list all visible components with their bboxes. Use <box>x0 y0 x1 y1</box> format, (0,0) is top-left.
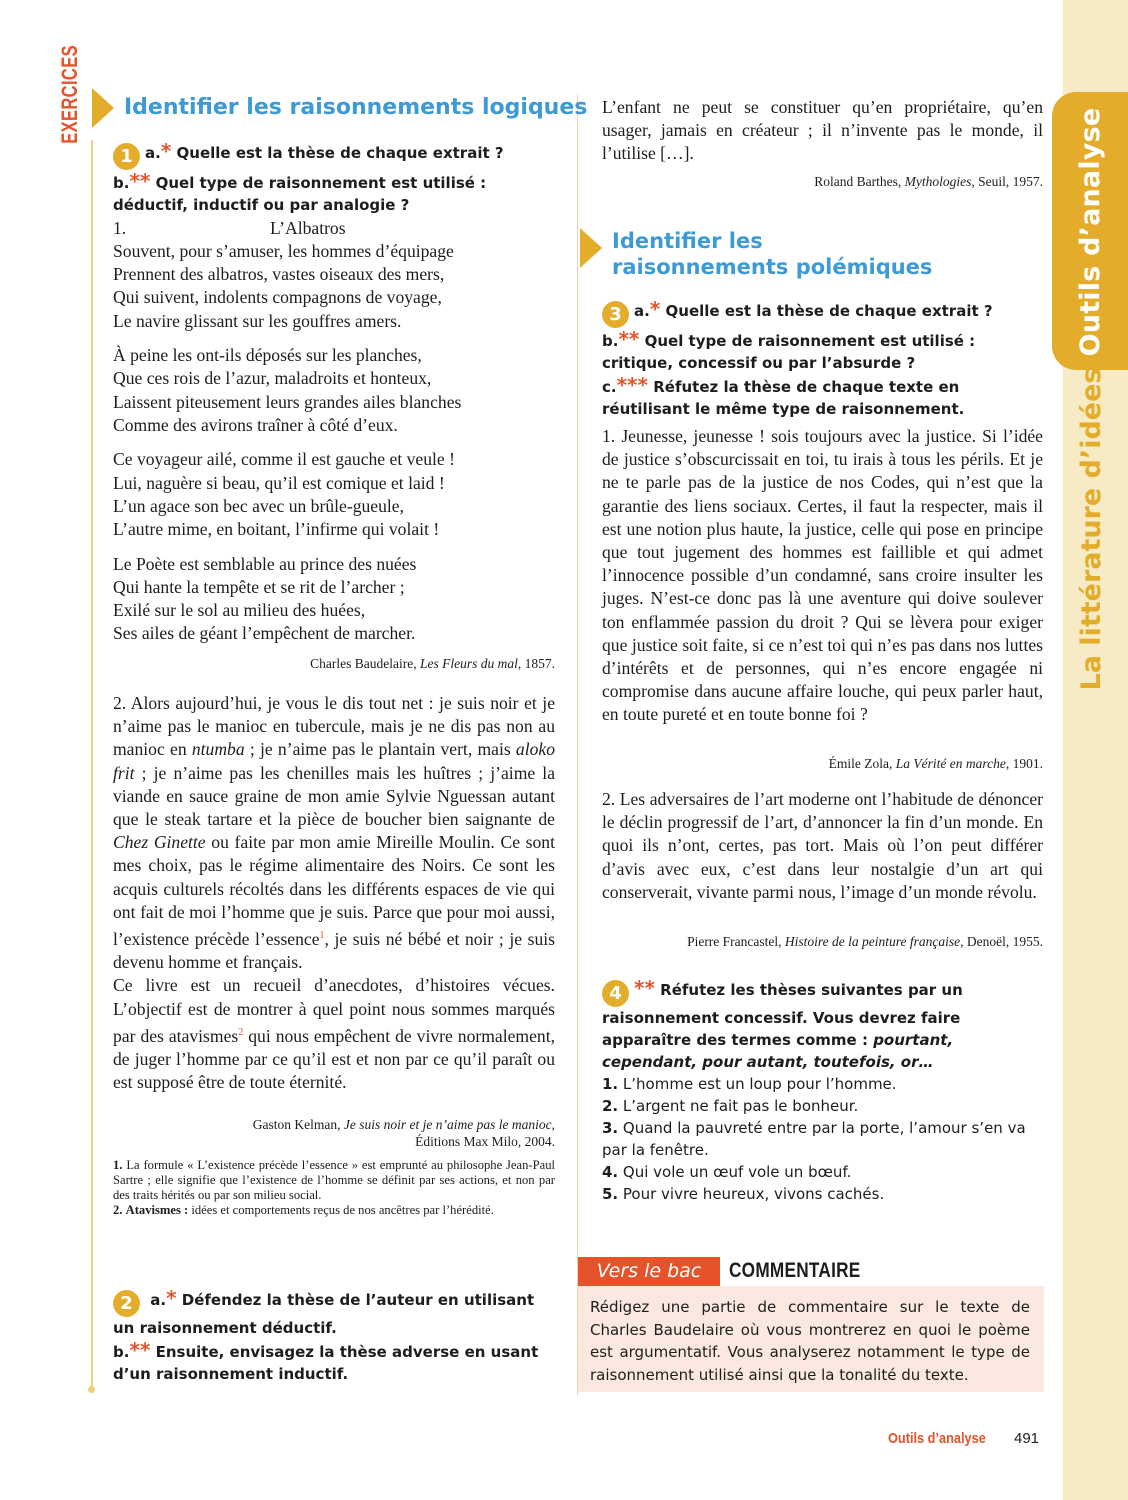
exercise-number-badge: 3 <box>602 301 629 328</box>
source-year: , Seuil, 1957. <box>971 174 1043 189</box>
text-run: , je suis né bébé et noir ; je suis devenu homme et français. <box>113 928 555 973</box>
theses-list <box>602 1073 1043 1205</box>
text-run: Ce livre est un recueil d’anecdotes, d’histoires vécues. L’objectif est de montrer à quel point nous sommes marqués par des atavismes <box>113 975 555 1046</box>
instruction-text: Quel type de raisonnement est utilisé : déductif, inductif ou par analogie ? <box>113 174 487 214</box>
text-italic: Chez Ginette <box>113 832 206 853</box>
source-title: La Vérité en marche <box>895 756 1006 771</box>
exercise-1-instructions <box>113 140 555 216</box>
list-item-text: Qui vole un œuf vole un bœuf. <box>622 1163 852 1181</box>
source-author: Pierre Francastel, <box>687 934 782 949</box>
text-run: ; je n’aime pas le plantain vert, mais <box>249 739 511 760</box>
list-item <box>602 1095 1043 1117</box>
item-prefix: a. <box>145 144 161 162</box>
list-item-text: L’argent ne fait pas le bonheur. <box>622 1097 859 1115</box>
poem-stanza <box>113 240 555 333</box>
list-item <box>602 1183 1043 1205</box>
source-author: Émile Zola, <box>828 756 893 771</box>
footnote-text: idées et comportements reçus de nos ancêtres par l’hérédité. <box>191 1203 494 1217</box>
list-item-number: 2. <box>602 1097 619 1115</box>
poem-line: Ses ailes de géant l’empêchent de marcher. <box>113 623 416 644</box>
text-run: qui nous empêchent de vivre normalement, de juger l’homme par ce qu’il est et non par ce qu’il paraît ou est supposé être de toute éternité. <box>113 1025 556 1092</box>
item-prefix: b. <box>113 1343 130 1361</box>
poem-line: Souvent, pour s’amuser, les hommes d’équipage <box>113 241 454 261</box>
item-prefix: b. <box>602 332 619 350</box>
list-item <box>602 1073 1043 1095</box>
source-year: , 1857. <box>517 656 555 671</box>
side-tab-inactive-label[interactable]: La littérature d’idées <box>1076 367 1107 691</box>
source-title: Mythologies <box>904 174 972 189</box>
source-author: Gaston Kelman, <box>252 1117 341 1132</box>
source-baudelaire <box>113 655 555 672</box>
list-item-text: Quand la pauvreté entre par la porte, l’amour s’en va par la fenêtre. <box>602 1119 1026 1159</box>
poem-line: Prennent des albatros, vastes oiseaux des mers, <box>113 264 445 285</box>
source-title: Je suis noir et je n’aime pas le manioc <box>343 1117 552 1132</box>
text-kelman <box>113 692 555 1094</box>
footer-section-name: Outils d’analyse <box>888 1430 986 1447</box>
poem-stanza <box>113 553 555 646</box>
source-year: , Denoël, 1955. <box>960 934 1043 949</box>
text-run: ; je n’aime pas les chenilles mais les huîtres ; j’aime la viande en sauce graine de mon amie Sylvie Nguessan autant que le steak tartare et la pièce de boucher bien saignante de <box>113 762 555 830</box>
poem-line: Ce voyageur ailé, comme il est gauche et veule ! <box>113 449 455 470</box>
list-item-number: 4. <box>602 1163 619 1181</box>
poem-stanzas <box>113 240 555 645</box>
exercise-number-badge: 2 <box>113 1290 140 1317</box>
section-title: Identifier les raisonnements logiques <box>124 95 588 120</box>
source-title: Les Fleurs du mal <box>420 656 518 671</box>
instruction-text: Défendez la thèse de l’auteur en utilisant un raisonnement déductif. <box>113 1291 535 1337</box>
poem-line: L’autre mime, en boitant, l’infirme qui volait ! <box>113 519 440 540</box>
poem-line: Laissent piteusement leurs grandes ailes blanches <box>113 391 462 412</box>
list-item-number: 5. <box>602 1185 619 1203</box>
footnote-number: 2. <box>113 1203 123 1217</box>
text-italic: aloko frit <box>113 739 556 783</box>
source-kelman <box>113 1116 555 1150</box>
source-francastel <box>602 933 1043 950</box>
poem-line: Qui hante la tempête et se rit de l’archer ; <box>113 576 405 597</box>
source-year: , 1901. <box>1005 756 1043 771</box>
list-item-text: L’homme est un loup pour l’homme. <box>622 1075 897 1093</box>
text-barthes: L’enfant ne peut se constituer qu’en propriétaire, qu’en usager, jamais en créateur ; il n’invente pas le monde, il l’utilise […]. <box>602 97 1043 164</box>
poem-albatros <box>113 217 555 645</box>
instruction-text: Réfutez la thèse de chaque texte en réutilisant le même type de raisonnement. <box>602 378 965 418</box>
text-zola: 1. Jeunesse, jeunesse ! sois toujours avec la justice. Si l’idée de justice s’obscurcissait en toi, tu irais à tous les périls. Et je ne te parle pas de la justice de nos Codes, qui n’est que la garantie des liens sociaux. Certes, il faut la respecter, mais il est une notion plus haute, la justice, celle qui pose en principe que tout jugement des hommes est faillible et qui admet l’innocence possible d’un condamné, sans croire insulter les juges. N’est-ce donc pas là une aventure qui doive soulever ton enflammée passion du droit ? Qui se lèvera pour exiger que justice soit faite, si ce n’est toi qui n’es pas dans nos luttes d’intérêts et de personnes, qui n’es encore engagée ni compromise dans aucune affaire louche, qui peux parler haut, en toute pureté et en toute bonne foi ? <box>602 426 1043 725</box>
source-barthes <box>602 173 1043 190</box>
list-item-number: 1. <box>602 1075 619 1093</box>
exercise-4-instructions <box>602 977 1043 1073</box>
footnote-number: 1. <box>113 1158 123 1172</box>
poem-line: Le Poète est semblable au prince des nuées <box>113 553 417 574</box>
item-prefix: a. <box>150 1291 167 1309</box>
poem-line: Qui suivent, indolents compagnons de voyage, <box>113 287 442 308</box>
paragraph <box>113 692 555 974</box>
text-italic: ntumba <box>191 739 245 760</box>
list-item-text: Pour vivre heureux, vivons cachés. <box>622 1185 885 1203</box>
section-heading-logiques <box>92 88 587 128</box>
vers-le-bac-tag: Vers le bac <box>578 1257 720 1286</box>
bac-instruction: Rédigez une partie de commentaire sur le texte de Charles Baudelaire où vous montrerez en quoi le poème est argumentatif. Vous analyserez notamment le type de raisonnement utilisé ainsi que la tonalité du texte. <box>590 1298 1030 1384</box>
item-prefix: a. <box>634 302 650 320</box>
left-rule <box>91 140 93 1390</box>
instruction-terms: pourtant, cependant, pour autant, toutefois, or… <box>602 1031 954 1071</box>
source-zola <box>602 755 1043 772</box>
instruction-text: Réfutez les thèses suivantes par un raisonnement concessif. Vous devrez faire apparaître des termes comme : <box>602 981 963 1049</box>
source-title: Histoire de la peinture française <box>784 934 961 949</box>
page-number: 491 <box>1014 1430 1040 1447</box>
footnote-text: La formule « L’existence précède l’essence » est emprunté au philosophe Jean-Paul Sartre ; elle signifie que l’existence de l’homme se définit par ses actions, et non par des traits hérités ou par son milieu social. <box>113 1158 555 1202</box>
section-title: Identifier les raisonnements polémiques <box>612 229 933 279</box>
exercise-number-badge: 1 <box>113 143 140 170</box>
difficulty-stars: ** <box>129 169 151 193</box>
poem-line: Que ces rois de l’azur, maladroits et honteux, <box>113 368 432 389</box>
instruction-text: Quelle est la thèse de chaque extrait ? <box>665 302 993 320</box>
column-divider <box>577 95 578 1395</box>
exercise-2-instructions <box>113 1287 555 1385</box>
left-rule-dot <box>88 1386 95 1393</box>
footnotes <box>113 1158 555 1218</box>
poem-stanza <box>113 344 555 437</box>
poem-line: À peine les ont-ils déposés sur les planches, <box>113 345 422 366</box>
list-item <box>602 1161 1043 1183</box>
item-prefix: b. <box>113 174 130 192</box>
list-item <box>602 1117 1043 1161</box>
footnote-term: Atavismes : <box>125 1203 189 1217</box>
text-run: ou faite par mon amie Mireille Moulin. Ce sont mes choix, pas le régime alimentaire des Noirs. Ce sont les acquis culturels récoltés dans les différents espaces de vie qui ont fait de moi l’homme que je suis. Parce que pour moi aussi, l’existence précède l’essence <box>113 832 555 949</box>
text-number: 1. <box>113 218 127 238</box>
source-author: Roland Barthes, <box>814 174 902 189</box>
side-tab-active-label: Outils d’analyse <box>1075 107 1106 357</box>
footnote-ref[interactable]: 1 <box>319 930 325 942</box>
footnote-1 <box>113 1158 555 1203</box>
bac-title: COMMENTAIRE <box>729 1259 861 1282</box>
difficulty-stars: ** <box>618 327 640 351</box>
difficulty-stars: *** <box>616 373 648 397</box>
difficulty-stars: * <box>166 1286 177 1310</box>
source-publisher: Éditions Max Milo, 2004. <box>415 1134 555 1149</box>
source-author: Charles Baudelaire, <box>310 656 417 671</box>
poem-line: Exilé sur le sol au milieu des huées, <box>113 600 366 621</box>
difficulty-stars: * <box>160 139 172 163</box>
section-arrow-icon <box>580 228 602 268</box>
instruction-text: Quel type de raisonnement est utilisé : critique, concessif ou par l’absurde ? <box>602 332 976 372</box>
footnote-2 <box>113 1203 555 1218</box>
source-punct: , <box>551 1117 555 1132</box>
instruction-text: Ensuite, envisagez la thèse adverse en usant d’un raisonnement inductif. <box>113 1343 539 1383</box>
difficulty-stars: ** <box>634 976 655 1000</box>
exercise-number-badge: 4 <box>602 980 629 1007</box>
list-item-number: 3. <box>602 1119 619 1137</box>
instruction-text: Quelle est la thèse de chaque extrait ? <box>176 144 504 162</box>
paragraph <box>113 974 555 1094</box>
text-francastel: 2. Les adversaires de l’art moderne ont l’habitude de dénoncer le déclin progressif de l’art, d’annoncer la fin d’un monde. En quoi ils n’ont, certes, pas tort. Mais où l’on peut différer d’avis avec eux, c’est dans leur nostalgie d’un art qui conserverait, vivante parmi nous, l’image d’un monde révolu. <box>602 789 1043 902</box>
poem-line: Comme des avirons traîner à côté d’eux. <box>113 414 398 435</box>
poem-line: L’un agace son bec avec un brûle-gueule, <box>113 495 404 516</box>
section-arrow-icon <box>92 88 114 128</box>
difficulty-stars: ** <box>129 1338 151 1362</box>
exercices-margin-label: EXERCICES <box>57 45 82 144</box>
item-prefix: c. <box>602 378 617 396</box>
exercise-3-instructions <box>602 298 1043 420</box>
poem-line: Lui, naguère si beau, qu’il est comique et laid ! <box>113 472 445 493</box>
poem-title: L’Albatros <box>270 218 346 238</box>
section-heading-polemiques <box>580 228 942 280</box>
poem-line: Le navire glissant sur les gouffres amers. <box>113 310 402 331</box>
difficulty-stars: * <box>649 297 661 321</box>
text-run: 2. Alors aujourd’hui, je vous le dis tout net : je suis noir et je n’aime pas le manioc en tubercule, mais je ne dis pas non au manioc en <box>113 693 555 760</box>
poem-stanza <box>113 448 555 541</box>
footnote-ref[interactable]: 2 <box>238 1026 244 1038</box>
